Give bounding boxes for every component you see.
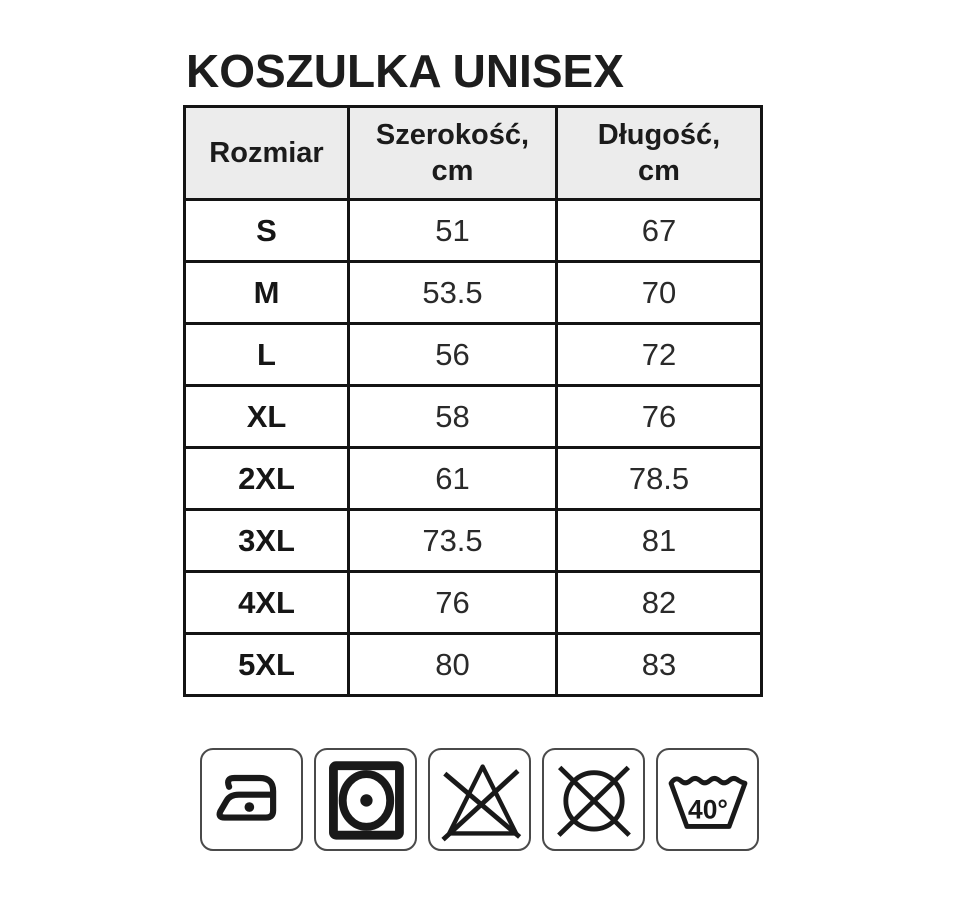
wash-temperature-label: 40° <box>687 793 728 824</box>
column-header-size-line1: Rozmiar <box>209 137 324 169</box>
length-value: 76 <box>557 386 762 448</box>
iron-one-dot-icon <box>208 756 296 844</box>
column-header-length <box>557 107 762 200</box>
table-row <box>185 572 762 634</box>
size-label: 3XL <box>185 510 349 572</box>
size-label: L <box>185 324 349 386</box>
length-value: 70 <box>557 262 762 324</box>
do-not-bleach-icon <box>436 756 524 844</box>
width-value: 58 <box>349 386 557 448</box>
header-row <box>185 107 762 200</box>
table-row <box>185 324 762 386</box>
length-value: 81 <box>557 510 762 572</box>
size-table <box>183 105 763 697</box>
size-table-header <box>185 107 762 200</box>
size-label: XL <box>185 386 349 448</box>
do-not-dry-clean-icon <box>550 756 638 844</box>
column-header-width-line2: cm <box>431 155 474 187</box>
size-label: 4XL <box>185 572 349 634</box>
length-value: 82 <box>557 572 762 634</box>
column-header-size <box>185 107 349 200</box>
table-row <box>185 386 762 448</box>
table-row <box>185 262 762 324</box>
width-value: 73.5 <box>349 510 557 572</box>
care-symbol-box <box>314 748 417 851</box>
width-value: 80 <box>349 634 557 696</box>
length-value: 72 <box>557 324 762 386</box>
care-symbol-box <box>656 748 759 851</box>
length-value: 78.5 <box>557 448 762 510</box>
length-value: 83 <box>557 634 762 696</box>
table-row <box>185 200 762 262</box>
care-symbol-box <box>542 748 645 851</box>
column-header-length-line2: cm <box>638 155 680 187</box>
table-row <box>185 510 762 572</box>
size-label: S <box>185 200 349 262</box>
length-value: 67 <box>557 200 762 262</box>
table-row <box>185 448 762 510</box>
care-symbols-row <box>200 748 759 851</box>
width-value: 56 <box>349 324 557 386</box>
size-label: 2XL <box>185 448 349 510</box>
width-value: 76 <box>349 572 557 634</box>
tumble-dry-one-dot-icon <box>322 756 410 844</box>
column-header-width <box>349 107 557 200</box>
care-symbol-box <box>200 748 303 851</box>
table-row <box>185 634 762 696</box>
care-symbol-box <box>428 748 531 851</box>
size-chart-title: KOSZULKA UNISEX <box>186 45 624 97</box>
size-label: M <box>185 262 349 324</box>
width-value: 53.5 <box>349 262 557 324</box>
width-value: 61 <box>349 448 557 510</box>
wash-40-degrees-icon <box>664 756 752 844</box>
column-header-length-line1: Długość, <box>597 119 721 151</box>
size-label: 5XL <box>185 634 349 696</box>
column-header-width-line1: Szerokość, <box>375 119 530 151</box>
width-value: 51 <box>349 200 557 262</box>
